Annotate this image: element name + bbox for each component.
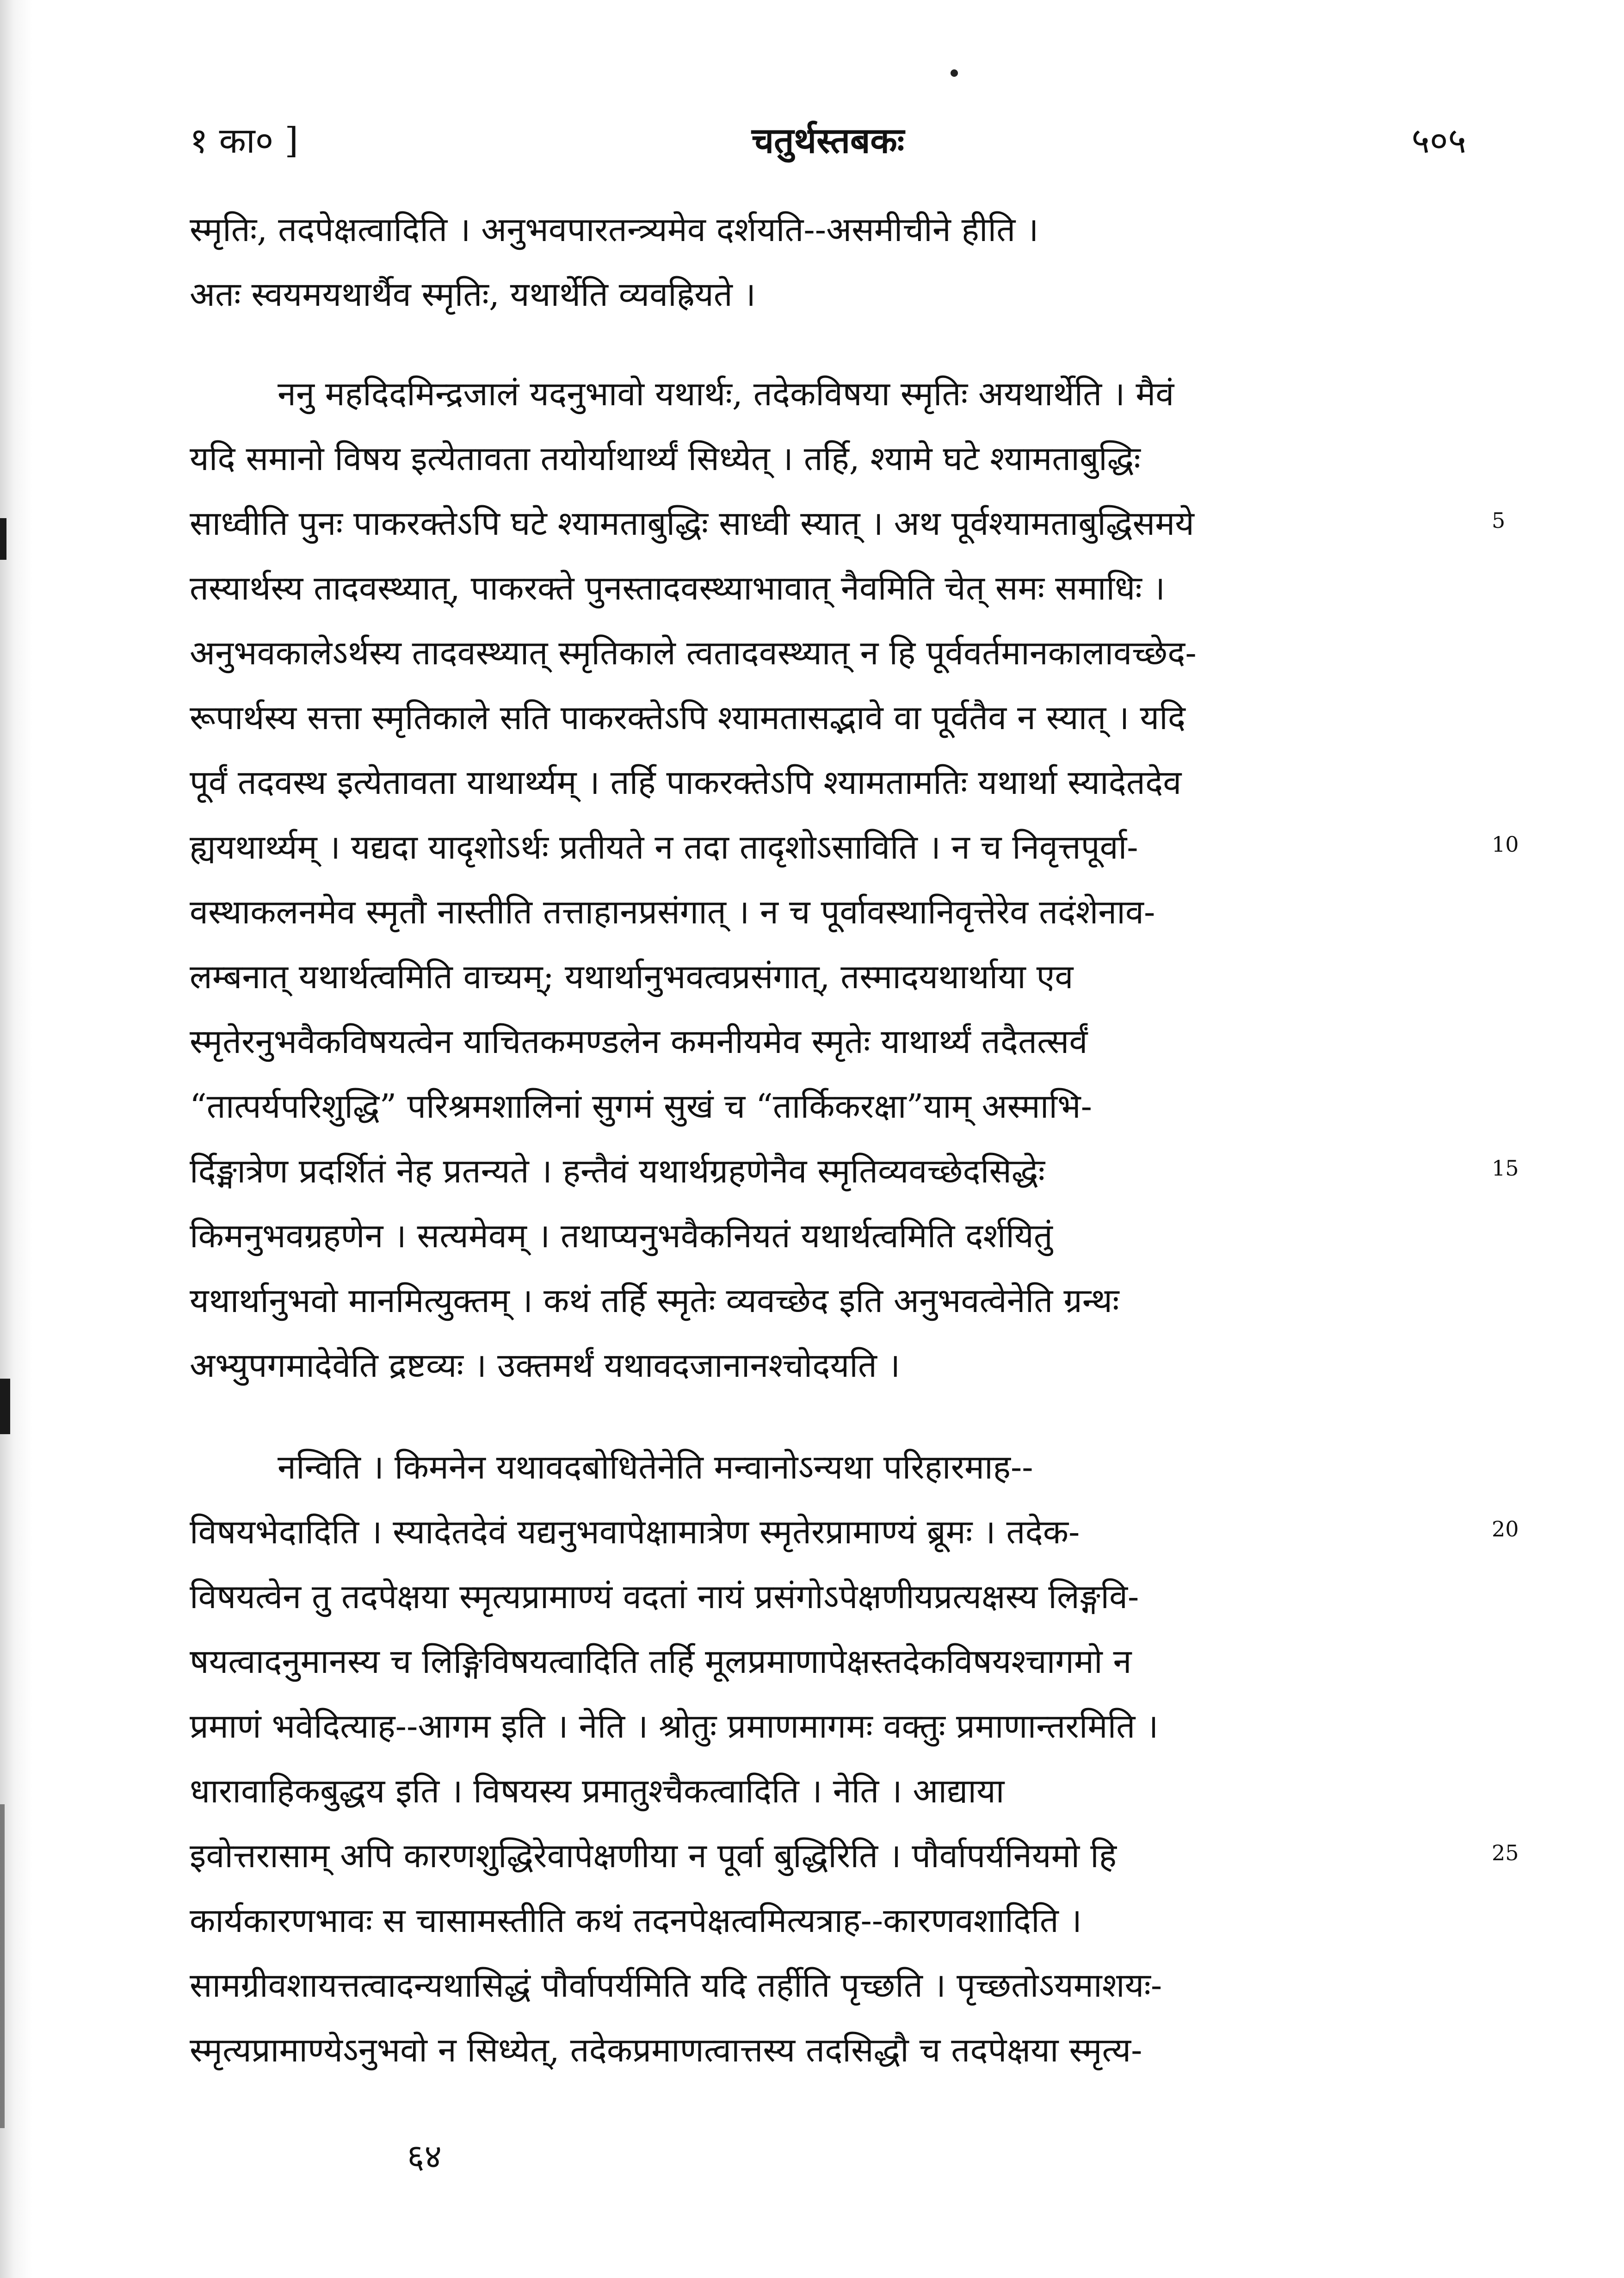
text-line: विषयत्वेन तु तदपेक्षया स्मृत्यप्रामाण्यं वदतां नायं प्रसंगोऽपेक्षणीयप्रत्यक्षस्य लिङ्गवि- [190,1577,1139,1616]
line-number: 10 [1492,832,1519,857]
text-line: वस्थाकलनमेव स्मृतौ नास्तीति तत्ताहानप्रसंगात् । न च पूर्वावस्थानिवृत्तेरेव तदंशेनाव- [190,892,1155,931]
page-binding-edge [0,0,32,2278]
text-line: स्मृतिः, तदपेक्षत्वादिति । अनुभवपारतन्त्र्यमेव दर्शयति--असमीचीने हीति । [190,210,1039,249]
header-chapter-title: चतुर्थस्तबकः [751,120,905,161]
text-line: ननु महदिदमिन्द्रजालं यदनुभावो यथार्थः, तदेकविषया स्मृतिः अयथार्थेति । मैवं [278,374,1174,413]
text-line: किमनुभवग्रहणेन । सत्यमेवम् । तथाप्यनुभवैकनियतं यथार्थत्वमिति दर्शयितुं [190,1216,1053,1255]
text-line: प्रमाणं भवेदित्याह--आगम इति । नेति । श्रोतुः प्रमाणमागमः वक्तुः प्रमाणान्तरमिति । [190,1707,1159,1746]
text-line: अनुभवकालेऽर्थस्य तादवस्थ्यात् स्मृतिकाले त्वतादवस्थ्यात् न हि पूर्ववर्तमानकालावच्छेद- [190,633,1197,672]
print-dot [951,69,958,77]
header-section-ref: १ का० ] [190,120,299,161]
text-line: साध्वीति पुनः पाकरक्तेऽपि घटे श्यामताबुद्धिः साध्वी स्यात् । अथ पूर्वश्यामताबुद्धिसमये [190,504,1194,543]
text-line: लम्बनात् यथार्थत्वमिति वाच्यम्; यथार्थानुभवत्वप्रसंगात्, तस्मादयथार्थाया एव [190,957,1074,996]
line-number: 20 [1492,1517,1519,1541]
edge-mark [0,1804,5,2128]
text-line: अभ्युपगमादेवेति द्रष्टव्यः । उक्तमर्थं यथावदजानानश्चोदयति । [190,1346,901,1385]
text-line: अतः स्वयमयथार्थैव स्मृतिः, यथार्थेति व्यवह्रियते । [190,275,756,314]
text-line: पूर्वं तदवस्थ इत्येतावता याथार्थ्यम् । तर्हि पाकरक्तेऽपि श्यामतामतिः यथार्था स्यादेतदेव [190,763,1182,802]
line-number: 15 [1492,1156,1519,1181]
text-line: रूपार्थस्य सत्ता स्मृतिकाले सति पाकरक्तेऽपि श्यामतासद्भावे वा पूर्वतैव न स्यात् । यदि [190,698,1186,737]
edge-mark [0,1379,10,1434]
text-line: इवोत्तरासाम् अपि कारणशुद्धिरेवापेक्षणीया न पूर्वा बुद्धिरिति । पौर्वापर्यनियमो हि [190,1836,1117,1875]
page-header [190,116,1466,167]
text-line: स्मृत्यप्रामाण्येऽनुभवो न सिध्येत्, तदेकप्रमाणत्वात्तस्य तदसिद्धौ च तदपेक्षया स्मृत्य- [190,2030,1142,2069]
text-line: नन्विति । किमनेन यथावदबोधितेनेति मन्वानोऽन्यथा परिहारमाह-- [278,1448,1033,1486]
text-line: सामग्रीवशायत्तत्वादन्यथासिद्धं पौर्वापर्यमिति यदि तर्हीति पृच्छति । पृच्छतोऽयमाशयः- [190,1966,1162,2005]
text-line: र्दिङ्मात्रेण प्रदर्शितं नेह प्रतन्यते । हन्तैवं यथार्थग्रहणेनैव स्मृतिव्यवच्छेदसिद्धेः [190,1151,1045,1190]
text-line: “तात्पर्यपरिशुद्धि” परिश्रमशालिनां सुगमं सुखं च “तार्किकरक्षा”याम् अस्माभि- [190,1087,1092,1126]
text-line: यथार्थानुभवो मानमित्युक्तम् । कथं तर्हि स्मृतेः व्यवच्छेद इति अनुभवत्वेनेति ग्रन्थः [190,1281,1119,1320]
text-line: विषयभेदादिति । स्यादेतदेवं यद्यनुभवापेक्षामात्रेण स्मृतेरप्रामाण्यं ब्रूमः । तदेक- [190,1512,1080,1551]
text-line: स्मृतेरनुभवैकविषयत्वेन याचितकमण्डलेन कमनीयमेव स्मृतेः याथार्थ्यं तदैतत्सर्वं [190,1022,1088,1061]
text-line: तस्यार्थस्य तादवस्थ्यात्, पाकरक्ते पुनस्तादवस्थ्याभावात् नैवमिति चेत् समः समाधिः । [190,569,1166,607]
text-line: यदि समानो विषय इत्येतावता तयोर्याथार्थ्यं सिध्येत् । तर्हि, श्यामे घटे श्यामताबुद्धिः [190,439,1141,478]
line-number: 5 [1492,508,1506,533]
text-line: कार्यकारणभावः स चासामस्तीति कथं तदनपेक्षत्वमित्यत्राह--कारणवशादिति । [190,1901,1082,1940]
text-line: ह्ययथार्थ्यम् । यद्यदा यादृशोऽर्थः प्रतीयते न तदा तादृशोऽसाविति । न च निवृत्तपूर्वा- [190,828,1138,867]
edge-mark [0,518,6,560]
text-line: धारावाहिकबुद्धय इति । विषयस्य प्रमातुश्चैकत्वादिति । नेति । आद्याया [190,1771,1005,1810]
signature-mark: ६४ [407,2137,442,2176]
line-number: 25 [1492,1840,1519,1865]
header-page-number: ५०५ [1411,120,1466,161]
text-line: षयत्वादनुमानस्य च लिङ्गिविषयत्वादिति तर्हि मूलप्रमाणापेक्षस्तदेकविषयश्चागमो न [190,1642,1132,1681]
